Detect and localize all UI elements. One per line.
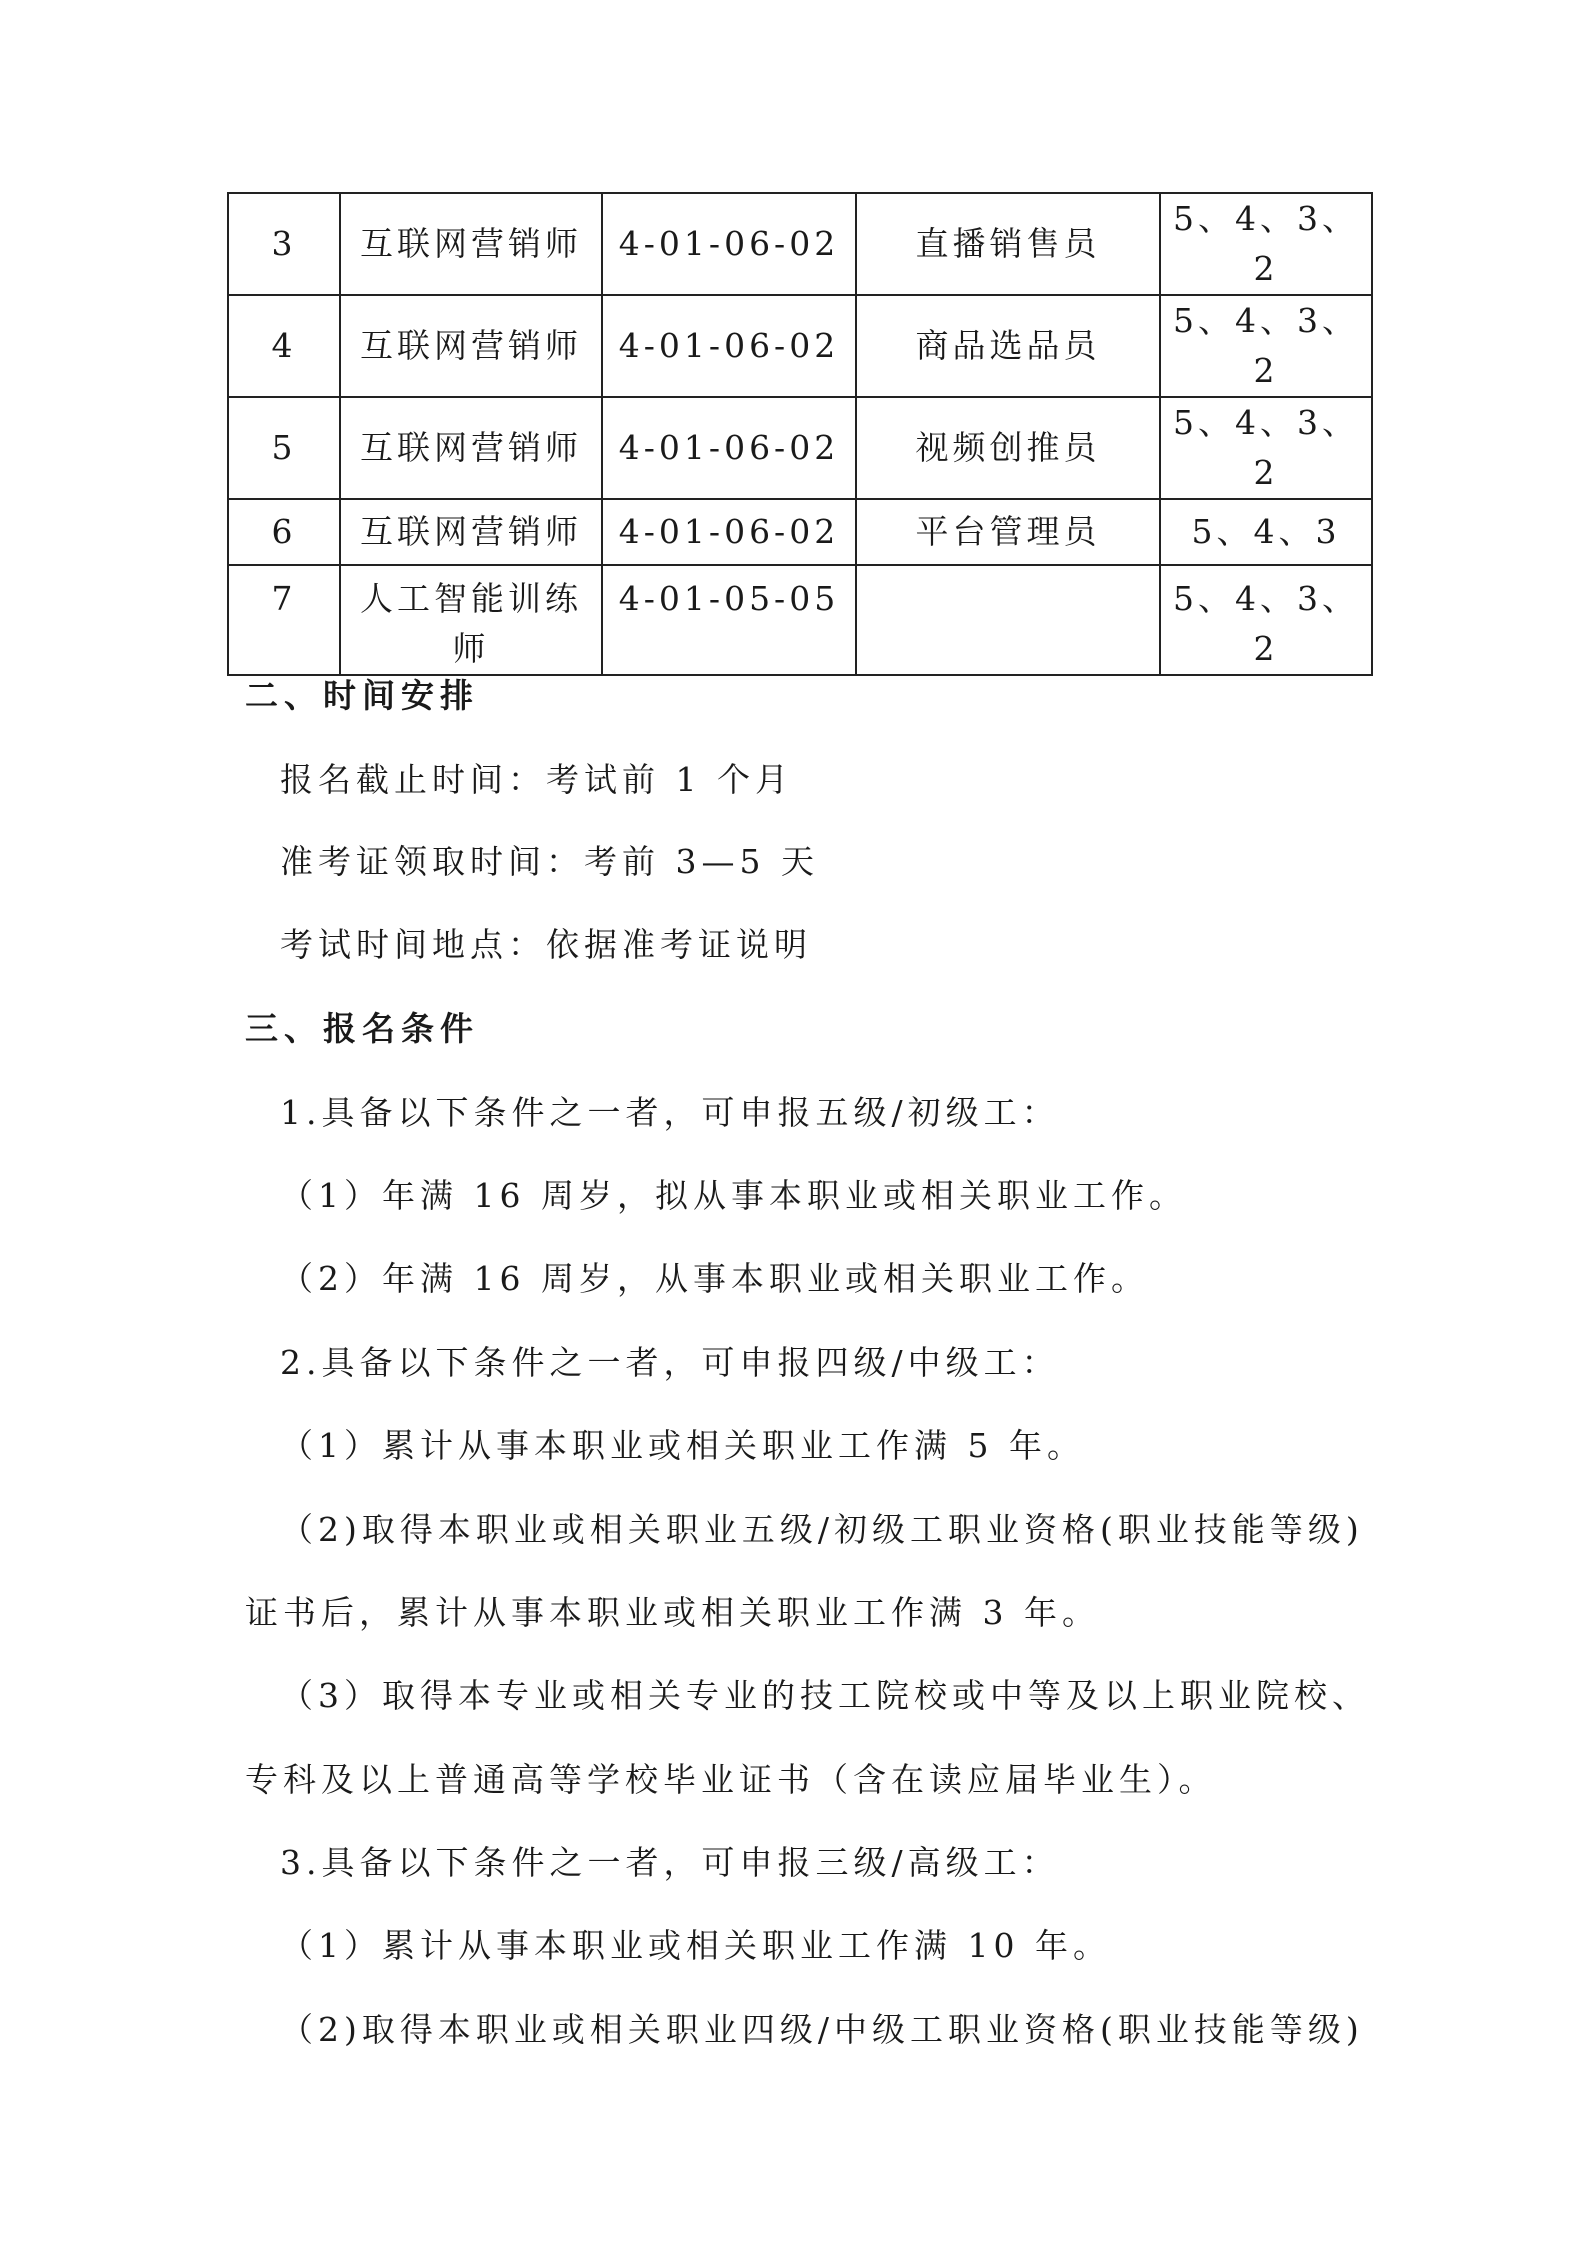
table-row bbox=[228, 193, 1372, 295]
paragraph-ticket: 准考证领取时间：考前 3—5 天 bbox=[280, 842, 819, 881]
cell-no: 6 bbox=[228, 499, 340, 565]
paragraph-condition-2: 2.具备以下条件之一者，可申报四级/中级工： bbox=[280, 1343, 1060, 1382]
cell-code: 4-01-06-02 bbox=[602, 193, 856, 295]
cell-type: 商品选品员 bbox=[856, 295, 1160, 397]
paragraph-condition-3: 3.具备以下条件之一者，可申报三级/高级工： bbox=[280, 1843, 1060, 1882]
cell-levels: 5、4、3、2 bbox=[1160, 193, 1372, 295]
paragraph-condition-2-2: （2)取得本职业或相关职业五级/初级工职业资格(职业技能等级) bbox=[280, 1510, 1364, 1549]
table-row bbox=[228, 499, 1372, 565]
cell-type: 平台管理员 bbox=[856, 499, 1160, 565]
cell-code: 4-01-06-02 bbox=[602, 295, 856, 397]
cell-no: 7 bbox=[228, 565, 340, 675]
paragraph-condition-2-3: （3）取得本专业或相关专业的技工院校或中等及以上职业院校、 bbox=[280, 1676, 1370, 1715]
cell-levels: 5、4、3、2 bbox=[1160, 397, 1372, 499]
paragraph-deadline: 报名截止时间：考试前 1 个月 bbox=[280, 760, 793, 799]
paragraph-condition-1: 1.具备以下条件之一者，可申报五级/初级工： bbox=[280, 1093, 1060, 1132]
section-heading-schedule: 二、时间安排 bbox=[245, 676, 479, 715]
cell-job: 互联网营销师 bbox=[340, 499, 602, 565]
cell-no: 3 bbox=[228, 193, 340, 295]
cell-job: 人工智能训练师 bbox=[340, 565, 602, 675]
paragraph-condition-1-2: （2）年满 16 周岁，从事本职业或相关职业工作。 bbox=[280, 1259, 1149, 1298]
cell-levels: 5、4、3、2 bbox=[1160, 295, 1372, 397]
cell-type: 直播销售员 bbox=[856, 193, 1160, 295]
cell-job: 互联网营销师 bbox=[340, 397, 602, 499]
paragraph-condition-1-1: （1）年满 16 周岁，拟从事本职业或相关职业工作。 bbox=[280, 1176, 1187, 1215]
cell-code: 4-01-06-02 bbox=[602, 499, 856, 565]
table-row bbox=[228, 397, 1372, 499]
cell-levels: 5、4、3 bbox=[1160, 499, 1372, 565]
section-heading-conditions: 三、报名条件 bbox=[245, 1009, 479, 1048]
cell-job: 互联网营销师 bbox=[340, 193, 602, 295]
paragraph-condition-2-2-cont: 证书后，累计从事本职业或相关职业工作满 3 年。 bbox=[245, 1593, 1100, 1632]
paragraph-condition-3-2: （2)取得本职业或相关职业四级/中级工职业资格(职业技能等级) bbox=[280, 2010, 1364, 2049]
cell-job: 互联网营销师 bbox=[340, 295, 602, 397]
table-row bbox=[228, 565, 1372, 675]
paragraph-condition-2-1: （1）累计从事本职业或相关职业工作满 5 年。 bbox=[280, 1426, 1085, 1465]
cell-levels: 5、4、3、2 bbox=[1160, 565, 1372, 675]
cell-type bbox=[856, 565, 1160, 675]
paragraph-exam: 考试时间地点：依据准考证说明 bbox=[280, 925, 812, 964]
table-row bbox=[228, 295, 1372, 397]
cell-no: 4 bbox=[228, 295, 340, 397]
paragraph-condition-2-3-cont: 专科及以上普通高等学校毕业证书（含在读应届毕业生）。 bbox=[245, 1760, 1217, 1799]
cell-code: 4-01-05-05 bbox=[602, 565, 856, 675]
cell-no: 5 bbox=[228, 397, 340, 499]
occupation-table bbox=[227, 192, 1373, 676]
cell-code: 4-01-06-02 bbox=[602, 397, 856, 499]
cell-type: 视频创推员 bbox=[856, 397, 1160, 499]
paragraph-condition-3-1: （1）累计从事本职业或相关职业工作满 10 年。 bbox=[280, 1926, 1111, 1965]
